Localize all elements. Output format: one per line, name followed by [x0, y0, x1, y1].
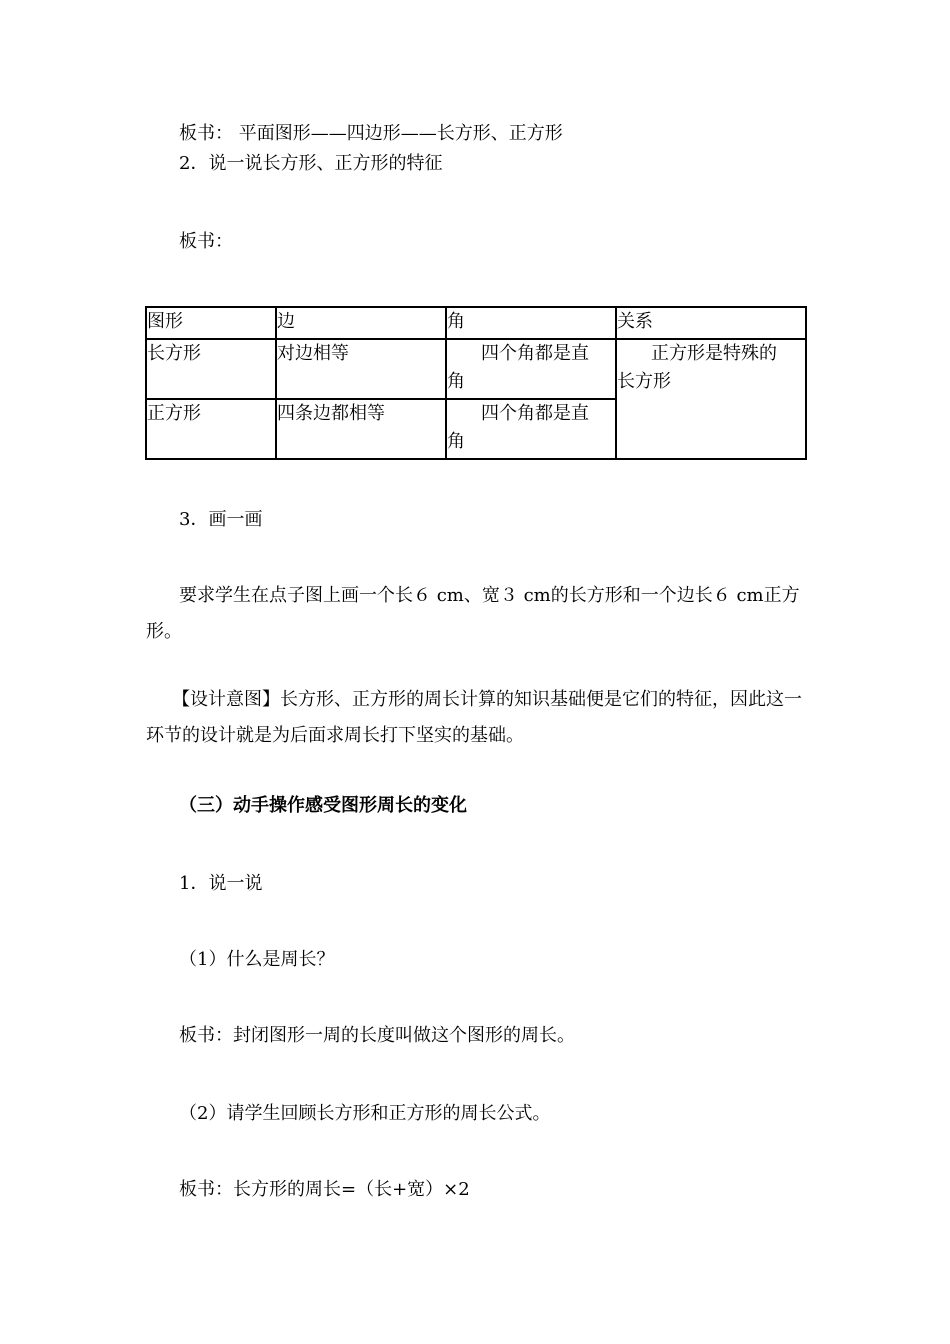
board-note-2: 板书：: [179, 231, 233, 252]
cell-edge-square: 四条边都相等: [276, 399, 446, 459]
cell-angle-square: [446, 399, 616, 459]
table-row: [146, 339, 806, 399]
header-relation: 关系: [616, 307, 806, 339]
header-shape: 图形: [146, 307, 276, 339]
relation-text-line1: 正方形是特殊的: [651, 343, 777, 364]
cell-edge-rectangle: 对边相等: [276, 339, 446, 399]
header-edge: 边: [276, 307, 446, 339]
cell-shape-rectangle: 长方形: [146, 339, 276, 399]
angle-text-line2: 角: [447, 431, 465, 452]
question-2: （2）请学生回顾长方形和正方形的周长公式。: [179, 1103, 551, 1124]
item-1-heading: 1．说一说: [179, 873, 263, 894]
item-3-heading: 3．画一画: [179, 509, 263, 530]
angle-text-line1: 四个角都是直: [481, 403, 589, 424]
board-note-4: 板书：长方形的周长=（长+宽）×2: [179, 1179, 470, 1200]
section-3-heading: （三）动手操作感受图形周长的变化: [179, 795, 467, 816]
shape-features-table: [145, 306, 807, 460]
design-intent-paragraph: 【设计意图】长方形、正方形的周长计算的知识基础便是它们的特征，因此这一环节的设计就是为后面求周长打下坚实的基础。: [146, 689, 802, 746]
draw-requirement-paragraph: 要求学生在点子图上画一个长６ cm、宽３ cm的长方形和一个边长６ cm正方形。: [146, 585, 800, 642]
board-note-1: 板书： 平面图形——四边形——长方形、正方形: [179, 123, 563, 144]
question-1: （1）什么是周长？: [179, 949, 335, 970]
angle-text-line1: 四个角都是直: [481, 343, 589, 364]
board-note-3: 板书：封闭图形一周的长度叫做这个图形的周长。: [179, 1025, 575, 1046]
table-header-row: [146, 307, 806, 339]
item-2-heading: 2．说一说长方形、正方形的特征: [179, 153, 443, 174]
relation-text-line2: 长方形: [617, 371, 671, 392]
cell-angle-rectangle: [446, 339, 616, 399]
header-angle: 角: [446, 307, 616, 339]
cell-relation: [616, 339, 806, 459]
cell-shape-square: 正方形: [146, 399, 276, 459]
angle-text-line2: 角: [447, 371, 465, 392]
